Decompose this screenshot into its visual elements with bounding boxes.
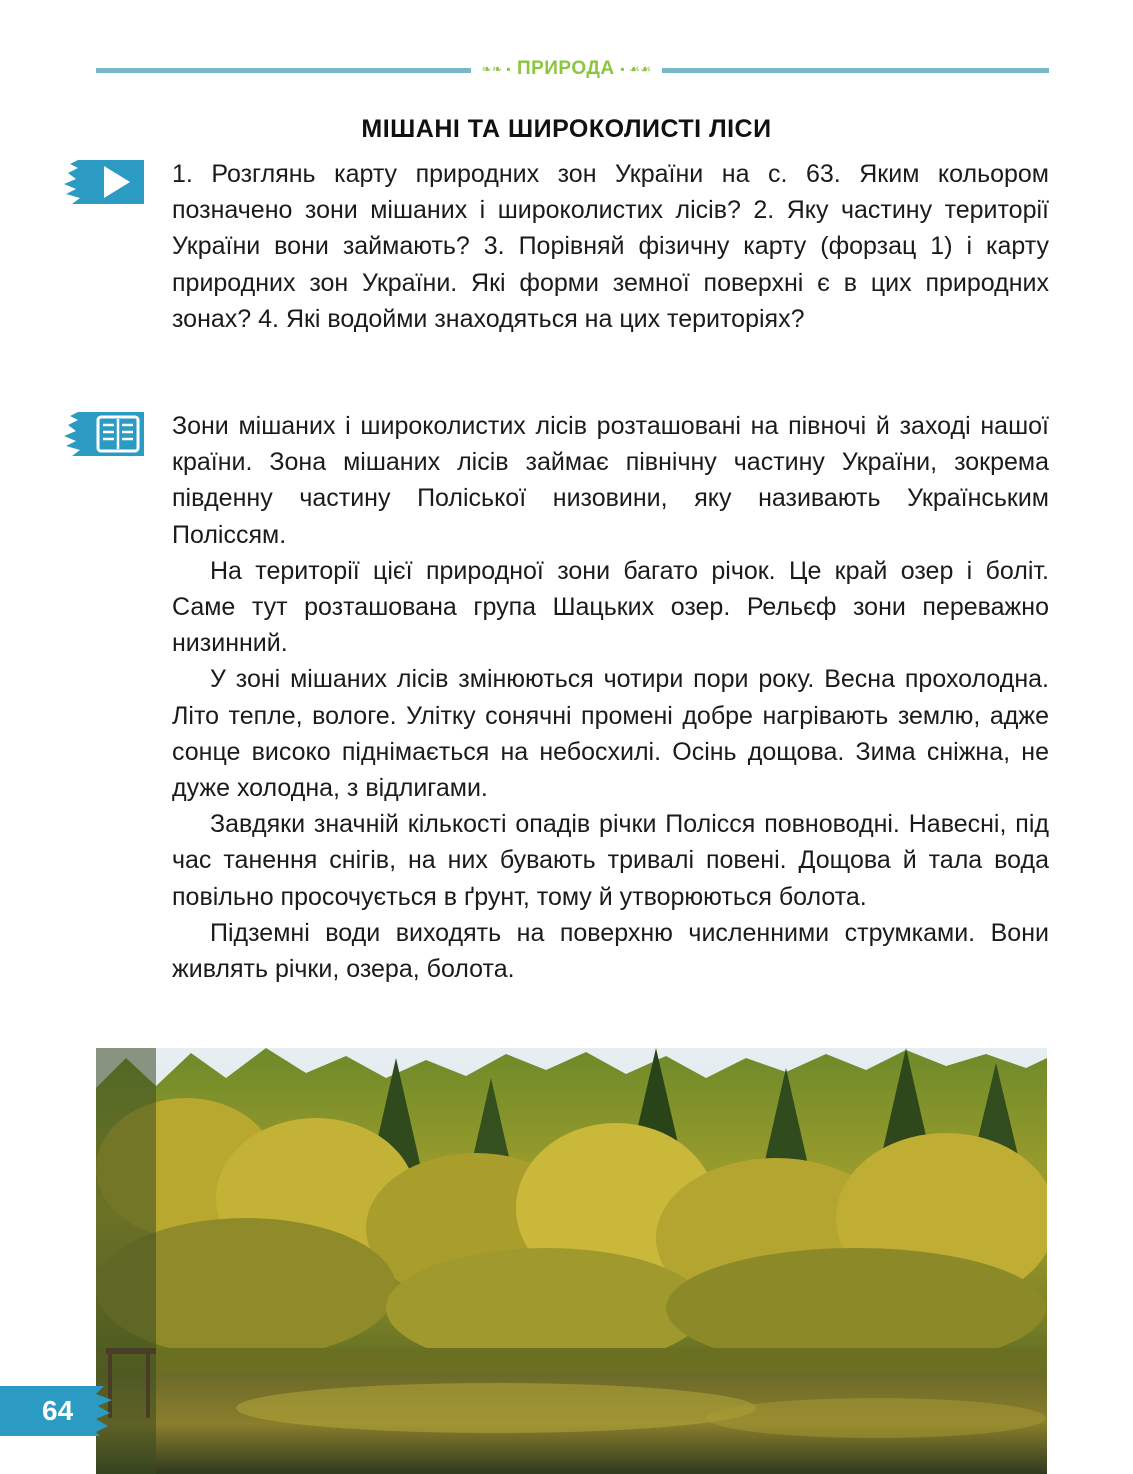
forest-lake-photo: [96, 1048, 1047, 1474]
section-label-text: ПРИРОДА: [516, 58, 615, 80]
task-block: [172, 156, 1049, 337]
leaf-ornament-right-icon: ▪ ☙☙: [620, 62, 652, 76]
page-title: МІШАНІ ТА ШИРОКОЛИСТІ ЛІСИ: [361, 115, 772, 143]
paragraph-2: На території цієї природної зони багато річок. Це край озер і боліт. Саме тут розташована група Шацьких озер. Рельєф зони переважно низинний.: [172, 556, 1049, 658]
paragraph-3: У зоні мішаних лісів змінюються чотири пори року. Весна прохолодна. Літо тепле, вологе. Улітку сонячні промені добре нагрівають землю, адже сонце високо піднімається на небосхилі. Осінь дощова. Зима сніжна, не дуже холодна, з відлигами.: [172, 665, 1049, 803]
header: [0, 56, 1133, 82]
task-text: 1. Розглянь карту природних зон України на с. 63. Яким кольором позначено зони мішаних і широколистих лісів? 2. Яку частину території України вони займають? 3. Порівняй фізичну карту (форзац 1) і карту природних зон України. Які форми земної поверхні є в цих природних зонах? 4. Які водойми знаходяться на цих територіях?: [172, 160, 1049, 333]
section-label: [471, 56, 661, 82]
reading-block: [172, 408, 1049, 987]
paragraph-1: Зони мішаних і широколистих лісів розташовані на півночі й заході нашої країни. Зона мішаних лісів займає північну частину України, зокрема південну частину Поліської низовини, яку називають Українським Поліссям.: [172, 412, 1049, 549]
book-icon: [64, 410, 146, 458]
page-number: 64: [42, 1395, 74, 1426]
paragraph-4: Завдяки значній кількості опадів річки Полісся повноводні. Навесні, під час танення снігів, на них бувають тривалі повені. Дощова й тала вода повільно просочується в ґрунт, тому й утворюються болота.: [172, 810, 1049, 911]
paragraph-5: Підземні води виходять на поверхню численними струмками. Вони живлять річки, озера, болота.: [172, 918, 1049, 984]
play-icon: [64, 158, 146, 206]
leaf-ornament-left-icon: ❧❧ ▪: [481, 62, 512, 76]
